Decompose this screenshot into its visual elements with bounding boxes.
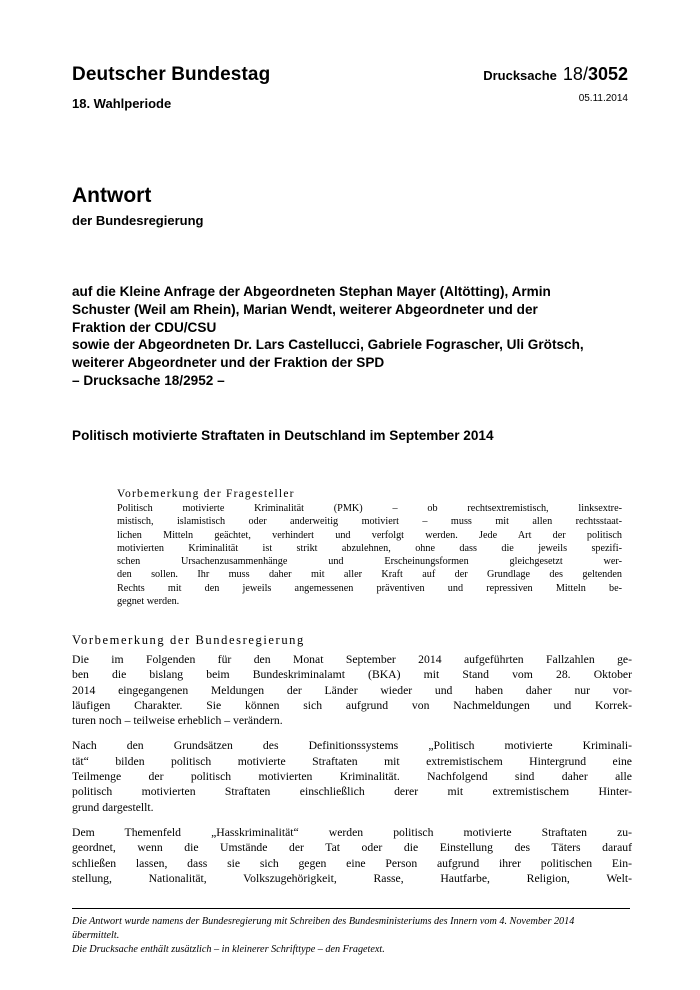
paragraph	[72, 652, 632, 728]
text-line: geordnet, wenn die Umstände der Tat oder die Einstellung des Täters darauf	[72, 841, 632, 855]
text-line: ben die bislang beim Bundeskriminalamt (BKA) mit Stand vom 28. Oktober	[72, 668, 632, 682]
text-line: 2014 eingegangenen Meldungen der Länder wieder und haben daher nur vor-	[72, 683, 632, 697]
document-subtitle: der Bundesregierung	[72, 213, 204, 228]
footer-divider	[72, 908, 630, 909]
text-line: tät“ bilden politisch motivierte Straftaten mit extremistischem Hintergrund eine	[72, 754, 632, 768]
text-line: stellung, Nationalität, Volkszugehörigkeit, Rasse, Hautfarbe, Religion, Welt-	[72, 871, 632, 885]
document-header-left	[72, 64, 270, 111]
text-line: gegnet werden.	[117, 596, 180, 608]
paragraph	[72, 738, 632, 814]
drucksache-number	[483, 64, 628, 85]
text-line: Die im Folgenden für den Monat September 2014 aufgeführten Fallzahlen ge-	[72, 653, 632, 666]
text-line: lichen Mitteln geächtet, verhindert und verfolgt werden. Jede Art der politisch	[117, 529, 622, 541]
footnote-line: Die Antwort wurde namens der Bundesregierung mit Schreiben des Bundesministeriums des Innern vom 4. November 2014	[72, 916, 575, 927]
footnote	[72, 915, 632, 957]
paragraph	[72, 825, 632, 886]
text-line: Nach den Grundsätzen des Definitionssystems „Politisch motivierte Kriminali-	[72, 739, 632, 753]
document-header-right	[483, 64, 628, 104]
anfrage-line: – Drucksache 18/2952 –	[72, 372, 225, 388]
text-line: den sollen. Ihr muss daher mit aller Kraft auf der Grundlage des geltenden	[117, 569, 622, 581]
text-line: politisch motivierten Straftaten einschließlich derer mit extremistischem Hinter-	[72, 785, 632, 799]
anfrage-line: Schuster (Weil am Rhein), Marian Wendt, weiterer Abgeordneter und der	[72, 301, 538, 317]
institution-name: Deutscher Bundestag	[72, 64, 271, 85]
anfrage-line: auf die Kleine Anfrage der Abgeordneten Stephan Mayer (Altötting), Armin	[72, 284, 551, 299]
text-line: schließen lassen, dass sie sich gegen eine Person aufgrund ihrer politischen Ein-	[72, 856, 632, 870]
drucksache-main-number: 3052	[587, 64, 628, 84]
anfrage-line: sowie der Abgeordneten Dr. Lars Castellucci, Gabriele Fograscher, Uli Grötsch,	[72, 337, 584, 353]
subject-heading: Politisch motivierte Straftaten in Deutschland im September 2014	[72, 428, 494, 443]
text-line: mistisch, islamistisch oder anderweitig motiviert – muss mit allen rechtsstaat-	[117, 516, 622, 528]
vorbemerkung-fragesteller-text	[117, 502, 622, 608]
text-line: Rechts mit den jeweils angemessenen präventiven und repressiven Mitteln be-	[117, 582, 622, 594]
document-date: 05.11.2014	[578, 93, 628, 104]
anfrage-line: weiterer Abgeordneter und der Fraktion der SPD	[72, 355, 385, 371]
footnote-line: Die Drucksache enthält zusätzlich – in kleinerer Schrifttype – den Fragetext.	[72, 944, 385, 955]
text-line: Dem Themenfeld „Hasskriminalität“ werden politisch motivierte Straftaten zu-	[72, 825, 632, 839]
vorbemerkung-fragesteller-heading: Vorbemerkung der Fragesteller	[117, 488, 295, 500]
footnote-line: übermittelt.	[72, 930, 120, 941]
anfrage-line: Fraktion der CDU/CSU	[72, 319, 217, 335]
drucksache-prefix: 18/	[562, 64, 588, 84]
vorbemerkung-bundesregierung-heading: Vorbemerkung der Bundesregierung	[72, 633, 305, 647]
drucksache-label: Drucksache	[483, 68, 557, 83]
legislative-period: 18. Wahlperiode	[72, 96, 172, 111]
text-line: turen noch – teilweise erheblich – verändern.	[72, 714, 283, 728]
text-line: Teilmenge der politisch motivierten Kriminalität. Nachfolgend sind daher alle	[72, 770, 632, 784]
anfrage-block	[72, 283, 642, 390]
text-line: läufigen Charakter. Sie können sich aufgrund von Nachmeldungen und Korrek-	[72, 698, 632, 712]
text-line: grund dargestellt.	[72, 800, 154, 814]
document-title: Antwort	[72, 184, 152, 207]
text-line: motivierten Kriminalität ist strikt abzulehnen, ohne dass die jeweils spezifi-	[117, 542, 622, 554]
vorbemerkung-bundesregierung	[72, 633, 632, 896]
text-line: Politisch motivierte Kriminalität (PMK) – ob rechtsextremistisch, linksextre-	[117, 503, 622, 514]
text-line: schen Ursachenzusammenhänge und Erscheinungsformen gleichgesetzt wer-	[117, 556, 622, 568]
vorbemerkung-fragesteller	[117, 488, 622, 608]
